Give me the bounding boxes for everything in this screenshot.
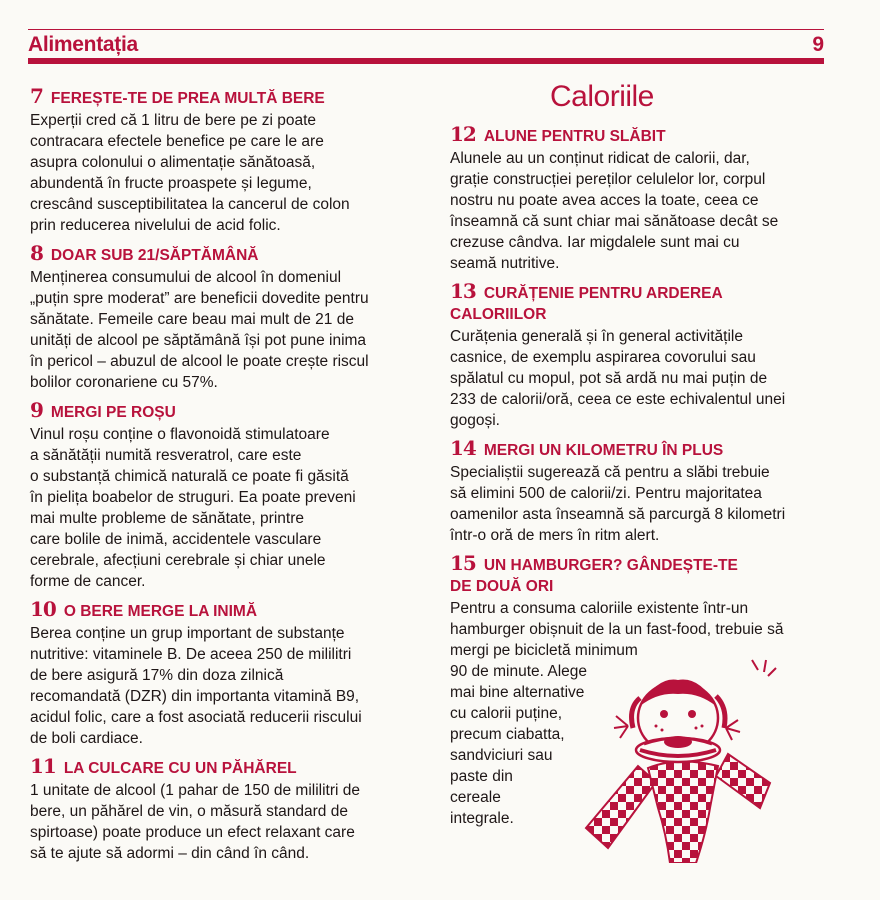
tip-title xyxy=(30,756,410,779)
tip-body-line: Pentru a consuma caloriile existente într-un xyxy=(450,600,749,617)
tip-title-text-2: CALORIILOR xyxy=(450,306,547,323)
tip-body-line: casnice, de exemplu aspirarea covorului sau xyxy=(450,349,756,366)
tip-number: 9 xyxy=(30,398,43,422)
left-column xyxy=(30,86,410,871)
tip-body-line: Vinul roșu conține o flavonoidă stimulatoare xyxy=(30,426,330,443)
tip-body-line: mai bine alternative xyxy=(450,684,585,701)
tip-body-line: cu calorii puține, xyxy=(450,705,563,722)
header-rule xyxy=(28,58,824,64)
tip-body-line: integrale. xyxy=(450,810,514,827)
header-top-rule xyxy=(28,29,824,30)
tip-body-line: Menținerea consumului de alcool în domeniul xyxy=(30,269,342,286)
tip-number: 7 xyxy=(30,84,43,108)
tip-body-line: contracara efectele benefice pe care le are xyxy=(30,133,324,150)
tip-body-line: asupra colonului o alimentație sănătoasă, xyxy=(30,154,316,171)
tip-body-line: cerebrale, afecțiuni cerebrale și chiar unele xyxy=(30,552,326,569)
tip-body xyxy=(450,598,835,661)
girl-eating-burger-illustration xyxy=(578,658,778,863)
tip-number: 10 xyxy=(30,597,56,621)
tip-body-line: care bolile de inimă, accidentele vasculare xyxy=(30,531,322,548)
tip-body-line: „puțin spre moderat” are beneficii dovedite pentru xyxy=(30,290,369,307)
tip-title xyxy=(450,281,835,325)
tip-body-line: 90 de minute. Alege xyxy=(450,663,588,680)
tip-body-line: gogoși. xyxy=(450,412,500,429)
tip-body-line: abundentă în fructe proaspete și legume, xyxy=(30,175,312,192)
tip-body-line: oamenilor asta înseamnă să parcurgă 8 kilometri xyxy=(450,506,786,523)
tip-title-text: LA CULCARE CU UN PĂHĂREL xyxy=(63,760,297,777)
tip-title-text: MERGI UN KILOMETRU ÎN PLUS xyxy=(483,442,724,459)
tip-body xyxy=(30,780,410,864)
tip-body-line: o substanță chimică naturală ce poate fi găsită xyxy=(30,468,349,485)
tip-number: 14 xyxy=(450,436,476,460)
tip-body-line: de bere asigură 17% din doza zilnică xyxy=(30,667,284,684)
tip-title xyxy=(30,243,410,266)
tip-body-line: în pielița boabelor de struguri. Ea poate preveni xyxy=(30,489,356,506)
tip-item-12 xyxy=(450,124,835,274)
tip-body-line: într-o oră de mers în ritm alert. xyxy=(450,527,660,544)
tip-body-line: crezuse cândva. Iar migdalele sunt mai cu xyxy=(450,234,740,251)
tip-body-line: mai multe probleme de sănătate, printre xyxy=(30,510,304,527)
tip-body-line: 1 unitate de alcool (1 pahar de 150 de mililitri de xyxy=(30,782,361,799)
tip-title xyxy=(450,553,835,597)
tip-title-text: UN HAMBURGER? GÂNDEȘTE-TE xyxy=(483,557,738,574)
tip-body-line: cereale xyxy=(450,789,501,806)
tip-title xyxy=(450,438,835,461)
tip-body-line: mergi pe bicicletă minimum xyxy=(450,642,638,659)
tip-body-line: 233 de calorii/oră, ceea ce este echivalentul unei xyxy=(450,391,786,408)
tip-body-line: spălatul cu mopul, pot să ardă nu mai puțin de xyxy=(450,370,768,387)
tip-body-line: hamburger obișnuit de la un fast-food, trebuie să xyxy=(450,621,784,638)
tip-body-line: înseamnă că sunt chiar mai sănătoase decât se xyxy=(450,213,779,230)
tip-body xyxy=(450,326,835,431)
tip-body-line: să te ajute să adormi – din când în când. xyxy=(30,845,310,862)
tip-item-9 xyxy=(30,400,410,592)
tip-body-line: forme de cancer. xyxy=(30,573,146,590)
tip-body-line: recomandată (DZR) din importanta vitamină B9, xyxy=(30,688,360,705)
tip-body-line: nutritive: vitaminele B. De aceea 250 de mililitri xyxy=(30,646,352,663)
tip-number: 13 xyxy=(450,279,476,303)
tip-body xyxy=(450,148,835,274)
tip-body-line: Experții cred că 1 litru de bere pe zi poate xyxy=(30,112,317,129)
tip-number: 15 xyxy=(450,551,476,575)
tip-number: 11 xyxy=(30,754,56,778)
tip-body-line: grație construcției pereților celulelor lor, corpul xyxy=(450,171,766,188)
tip-title-text: ALUNE PENTRU SLĂBIT xyxy=(483,128,666,145)
tip-body-line: acidul folic, care a fost asociată reducerii riscului xyxy=(30,709,362,726)
tip-body-line: nostru nu poate avea acces la toate, ceea ce xyxy=(450,192,759,209)
right-items xyxy=(450,124,835,546)
page-header xyxy=(28,33,824,57)
tip-title-text: FEREȘTE-TE DE PREA MULTĂ BERE xyxy=(50,90,325,107)
tip-body xyxy=(30,424,410,592)
tip-item-10 xyxy=(30,599,410,749)
tip-body xyxy=(30,267,410,393)
tip-body-line: bere, un păhărel de vin, o măsură standard de xyxy=(30,803,348,820)
tip-body-line: prin reducerea nivelului de acid folic. xyxy=(30,217,281,234)
tip-body-line: bolilor coronariene cu 57%. xyxy=(30,374,218,391)
tip-title xyxy=(30,86,410,109)
tip-item-13 xyxy=(450,281,835,431)
tip-body-line: sandviciuri sau xyxy=(450,747,553,764)
tip-body-line: crescând susceptibilitatea la cancerul de colon xyxy=(30,196,350,213)
tip-title-text-2: DE DOUĂ ORI xyxy=(450,578,554,595)
tip-body-line: seamă nutritive. xyxy=(450,255,560,272)
tip-body-line: Alunele au un conținut ridicat de calorii, dar, xyxy=(450,150,750,167)
tip-body-line: sănătate. Femeile care beau mai mult de 21 de xyxy=(30,311,354,328)
tip-title xyxy=(450,124,835,147)
tip-body-line: de boli cardiace. xyxy=(30,730,143,747)
tip-body xyxy=(30,623,410,749)
tip-body xyxy=(450,462,835,546)
tip-title-text: O BERE MERGE LA INIMĂ xyxy=(63,603,258,620)
tip-item-8 xyxy=(30,243,410,393)
running-title: Alimentația xyxy=(28,33,138,56)
tip-number: 12 xyxy=(450,122,476,146)
tip-body-line: în pericol – abuzul de alcool le poate crește riscul xyxy=(30,353,369,370)
tip-body-line: Specialiștii sugerează că pentru a slăbi trebuie xyxy=(450,464,770,481)
tip-title-text: MERGI PE ROȘU xyxy=(50,404,176,421)
tip-body-line: unități de alcool pe săptămână își pot pune inima xyxy=(30,332,367,349)
tip-item-7 xyxy=(30,86,410,236)
tip-item-11 xyxy=(30,756,410,864)
tip-title xyxy=(30,400,410,423)
tip-body-line: a sănătății numită resveratrol, care este xyxy=(30,447,302,464)
tip-body-line: să elimini 500 de calorii/zi. Pentru majoritatea xyxy=(450,485,762,502)
tip-item-14 xyxy=(450,438,835,546)
tip-body-line: paste din xyxy=(450,768,513,785)
tip-number: 8 xyxy=(30,241,43,265)
tip-body-line: precum ciabatta, xyxy=(450,726,565,743)
tip-title-text: CURĂȚENIE PENTRU ARDEREA xyxy=(483,285,723,302)
section-heading: Caloriile xyxy=(550,80,654,113)
page-number: 9 xyxy=(812,33,824,56)
tip-body-line: Berea conține un grup important de substanțe xyxy=(30,625,345,642)
tip-body-line: spirtoase) poate produce un efect relaxant care xyxy=(30,824,355,841)
tip-title-text: DOAR SUB 21/SĂPTĂMÂNĂ xyxy=(50,247,259,264)
tip-body-line: Curățenia generală și în general activitățile xyxy=(450,328,743,345)
tip-title xyxy=(30,599,410,622)
tip-body xyxy=(30,110,410,236)
